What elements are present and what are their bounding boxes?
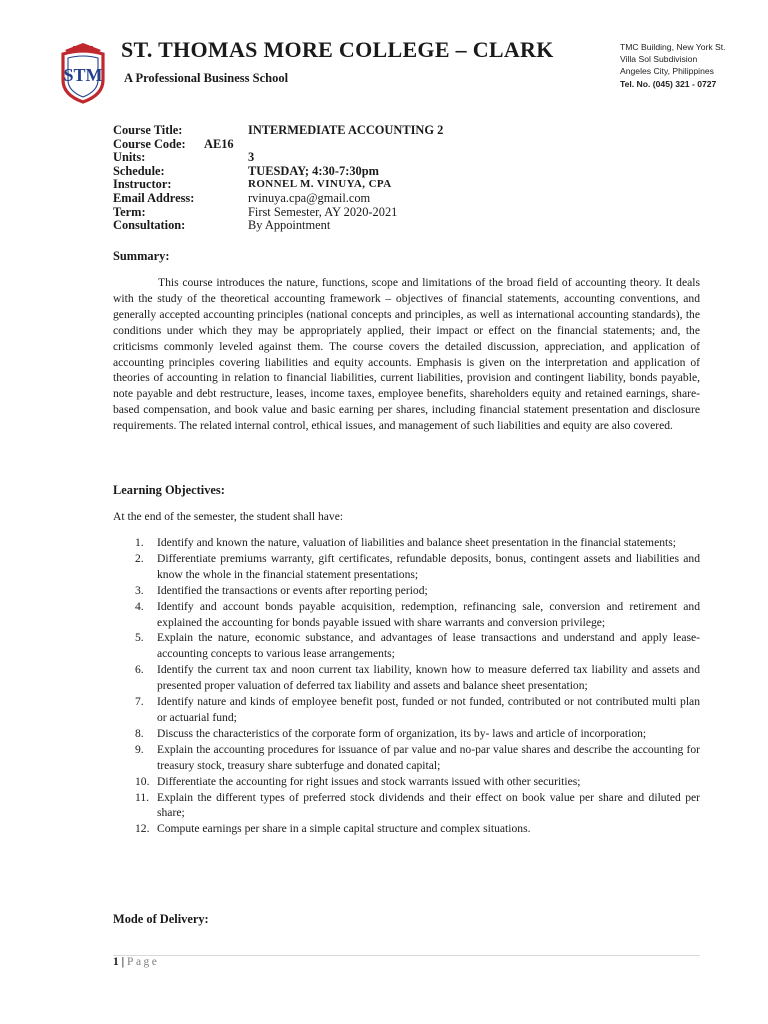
objective-item	[113, 742, 700, 774]
objective-item	[113, 551, 700, 583]
objective-text: Explain the different types of preferred stock dividends and their effect on book value per share and diluted per share;	[157, 790, 700, 820]
objective-text: Explain the nature, economic substance, and advantages of lease transactions and understand and apply lease-accounting concepts to various lease arrangements;	[157, 631, 700, 661]
units-value: 3	[248, 150, 255, 165]
objective-number: 7.	[135, 695, 144, 709]
objective-item	[113, 583, 700, 599]
objective-item	[113, 630, 700, 662]
units-label: Units:	[113, 150, 146, 165]
objective-item	[113, 599, 700, 631]
college-tagline: A Professional Business School	[124, 71, 289, 85]
logo-monogram: STM	[63, 65, 103, 85]
objective-item	[113, 790, 700, 822]
course-title-value: INTERMEDIATE ACCOUNTING 2	[248, 123, 444, 137]
objective-number: 9.	[135, 742, 144, 756]
objective-number: 6.	[135, 663, 144, 677]
objective-text: Differentiate premiums warranty, gift certificates, refundable deposits, bonus, contingent assets and liabilities and know the whole in the financial statement presentations;	[157, 551, 700, 581]
objective-text: Identified the transactions or events after reporting period;	[157, 583, 428, 597]
page-word: Page	[127, 956, 160, 968]
objective-text: Explain the accounting procedures for issuance of par value and no-par value shares and describe the accounting for treasury stock, treasury share subterfuge and donated capital;	[157, 742, 700, 772]
objective-item	[113, 774, 700, 790]
college-address	[620, 41, 726, 90]
schedule-value: TUESDAY; 4:30-7:30pm	[248, 163, 379, 178]
page-number: 1	[113, 956, 119, 968]
objective-item	[113, 694, 700, 726]
objective-text: Discuss the characteristics of the corporate form of organization, its by- laws and article of incorporation;	[157, 726, 647, 740]
learning-objectives-intro: At the end of the semester, the student shall have:	[113, 510, 344, 523]
college-seal-logo	[56, 40, 110, 104]
footer-separator: |	[121, 956, 125, 968]
consultation-value: By Appointment	[248, 218, 331, 233]
email-value: rvinuya.cpa@gmail.com	[248, 190, 371, 205]
course-code-value: AE16	[204, 136, 234, 151]
summary-heading: Summary:	[113, 249, 170, 263]
objective-number: 5.	[135, 631, 144, 645]
address-line: Villa Sol Subdivision	[620, 54, 698, 65]
objective-number: 11.	[135, 790, 150, 804]
objective-text: Identify and account bonds payable acquisition, redemption, refinancing sale, conversion and retirement and explained the accounting for bonds payable issued with share warrants and conversion privilege;	[157, 599, 700, 629]
address-line: TMC Building, New York St.	[620, 42, 726, 52]
objective-text: Identify the current tax and noon current tax liability, known how to measure deferred tax liability and assets and presented proper valuation of deferred tax liability and assets and balance sheet presentation;	[157, 663, 700, 693]
objective-number: 2.	[135, 551, 144, 565]
objective-number: 4.	[135, 599, 144, 613]
college-name: ST. THOMAS MORE COLLEGE – CLARK	[121, 37, 554, 62]
instructor-value: RONNEL M. VINUYA, CPA	[248, 178, 392, 191]
objective-item	[113, 821, 700, 837]
footer-divider	[113, 955, 700, 956]
course-title-label: Course Title:	[113, 123, 183, 137]
objective-item	[113, 662, 700, 694]
objective-text: Identify nature and kinds of employee benefit post, funded or not funded, contributed or not contributed multi plan or actuarial fund;	[157, 695, 700, 724]
page-footer	[113, 956, 159, 968]
schedule-label: Schedule:	[113, 163, 165, 178]
objective-item	[113, 726, 700, 742]
term-value: First Semester, AY 2020-2021	[248, 204, 398, 219]
objective-text: Compute earnings per share in a simple capital structure and complex situations.	[157, 822, 531, 836]
objective-number: 8.	[135, 726, 144, 740]
objective-item	[113, 535, 700, 551]
objective-number: 3.	[135, 583, 144, 597]
summary-paragraph: This course introduces the nature, functions, scope and limitations of the broad field of accounting theory. It deals with the study of the theoretical accounting framework – objectives of financial statements, accounting conventions, and generally accepted accounting principles (national concepts and principles, as well as international accounting standards), the conditions under which they may be appropriately applied, their impact or effect on the financial statements; and, the criticisms commonly leveled against them. The course covers the detailed discussion, appreciation, and application of accounting principles covering liabilities and equity accounts. Emphasis is given on the interpretation and application of theories of accounting in relation to financial liabilities, current liabilities, provision and contingent liability, bonds payable, note payable and debt restructure, leases, income taxes, employee benefits, shareholders equity and retained earnings, share-based compensation, and book value and basic earning per shares, including financial statement presentation and disclosure requirements. The related internal control, ethical issues, and management of such liabilities and equity are also covered.	[113, 276, 700, 433]
email-label: Email Address:	[113, 190, 195, 205]
objective-text: Identify and known the nature, valuation of liabilities and balance sheet presentation in the financial statements;	[157, 536, 676, 549]
mode-of-delivery-heading: Mode of Delivery:	[113, 912, 209, 926]
address-line: Angeles City, Philippines	[620, 66, 714, 77]
learning-objectives-list	[113, 535, 700, 837]
learning-objectives-heading: Learning Objectives:	[113, 483, 225, 497]
objective-number: 1.	[135, 536, 144, 549]
instructor-label: Instructor:	[113, 177, 172, 192]
objective-number: 10.	[135, 774, 150, 788]
consultation-label: Consultation:	[113, 218, 186, 233]
objective-text: Differentiate the accounting for right issues and stock warrants issued with other securities;	[157, 774, 581, 788]
telephone-number: Tel. No. (045) 321 - 0727	[620, 78, 717, 89]
objective-number: 12.	[135, 822, 150, 836]
course-code-label: Course Code:	[113, 136, 186, 151]
term-label: Term:	[113, 204, 146, 219]
